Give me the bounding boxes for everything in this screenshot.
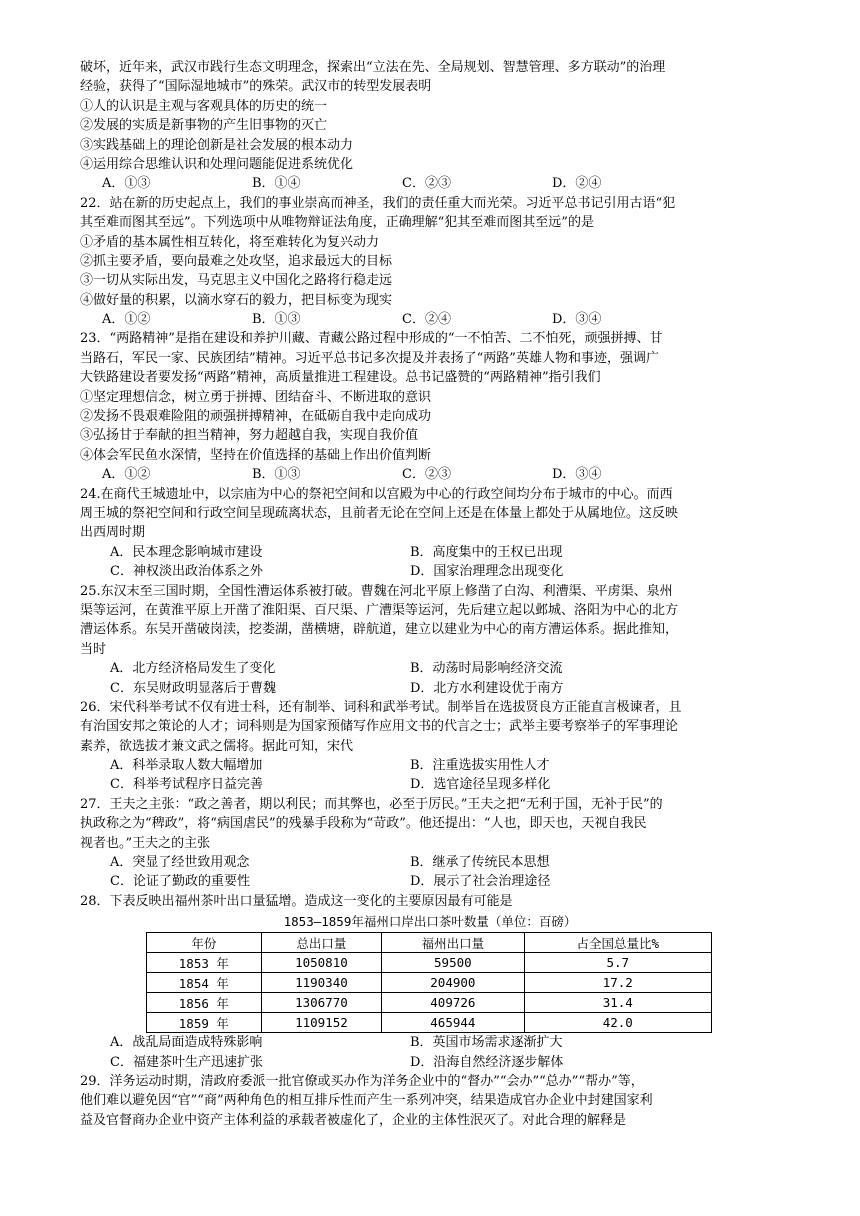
option-b[interactable]: B．动荡时局影响经济交流 bbox=[410, 661, 563, 677]
statement-item: ④做好量的积累，以滴水穿石的毅力，把目标变为现实 bbox=[80, 292, 393, 308]
option-a[interactable]: A．民本理念影响城市建设 bbox=[110, 544, 263, 560]
option-b[interactable]: B．①③ bbox=[252, 467, 301, 483]
answer-options-row bbox=[80, 872, 780, 891]
table-cell: 1306770 bbox=[261, 993, 381, 1013]
stem-line: 素养，欲选拔才兼文武之儒将。据此可知，宋代 bbox=[80, 738, 354, 754]
column-header: 占全国总量比% bbox=[524, 933, 711, 953]
stem-line: 23．“两路精神”是指在建设和养护川藏、青藏公路过程中形成的“一不怕苦、二不怕死，顽强拼搏、甘 bbox=[80, 331, 663, 347]
stem-line: 出西周时期 bbox=[80, 525, 146, 541]
option-d[interactable]: D．展示了社会治理途径 bbox=[410, 874, 551, 890]
answer-options-row bbox=[80, 543, 780, 562]
answer-options bbox=[80, 174, 780, 193]
answer-options-row bbox=[80, 756, 780, 775]
stem-line: 有治国安邦之策论的人才；词科则是为国家预储写作应用文书的代言之士；武举主要考察举子的军事理论 bbox=[80, 719, 679, 735]
answer-options-row bbox=[80, 679, 780, 698]
statement-item: ③弘扬甘于奉献的担当精神，努力超越自我，实现自我价值 bbox=[80, 428, 419, 444]
option-a[interactable]: A．突显了经世致用观念 bbox=[110, 855, 250, 871]
stem-line: 漕运体系。东吴开凿破岗渎，挖娄湖，凿横塘，辟航道，建立以建业为中心的南方漕运体系。据此推知， bbox=[80, 622, 679, 638]
question-26 bbox=[80, 698, 780, 795]
option-d[interactable]: D．选官途径呈现多样化 bbox=[410, 777, 551, 793]
statement-item: ②发展的实质是新事物的产生旧事物的灭亡 bbox=[80, 118, 328, 134]
table-header-row bbox=[147, 933, 712, 953]
option-b[interactable]: B．注重选拔实用性人才 bbox=[410, 758, 550, 774]
option-c[interactable]: C．②④ bbox=[402, 312, 451, 328]
table-cell: 1190340 bbox=[261, 973, 381, 993]
option-b[interactable]: B．高度集中的王权已出现 bbox=[410, 544, 563, 560]
option-c[interactable]: C．东吴财政明显落后于曹魏 bbox=[110, 680, 276, 696]
statement-item: ②抓主要矛盾，要向最难之处攻坚，追求最远大的目标 bbox=[80, 253, 393, 269]
question-23 bbox=[80, 329, 780, 484]
stem-line: 27．王夫之主张：“政之善者，期以利民；而其弊也，必至于厉民。”王夫之把“无利于国，无补于民”的 bbox=[80, 796, 663, 812]
stem-line: 渠等运河，在黄淮平原上开凿了淮阳渠、百尺渠、广漕渠等运河，先后建立起以邺城、洛阳为中心的北方 bbox=[80, 602, 679, 618]
answer-options-row bbox=[80, 1033, 780, 1052]
table-cell: 1859 年 bbox=[147, 1013, 262, 1033]
table-cell: 59500 bbox=[382, 953, 524, 973]
stem-line: 他们难以避免因“官”“商”两种角色的相互排斥性而产生一系列冲突，结果造成官办企业中封建国家利 bbox=[80, 1093, 653, 1109]
table-cell: 204900 bbox=[382, 973, 524, 993]
table-row bbox=[147, 993, 712, 1013]
statement-item: ②发扬不畏艰难险阻的顽强拼搏精神，在砥砺自我中走向成功 bbox=[80, 409, 432, 425]
answer-options-row bbox=[80, 1053, 780, 1072]
answer-options bbox=[80, 465, 780, 484]
column-header: 总出口量 bbox=[261, 933, 381, 953]
stem-line: 当路石，军民一家、民族团结”精神。习近平总书记多次提及并表扬了“两路”英雄人物和事迹，强调广 bbox=[80, 350, 659, 366]
stem-line: 22．站在新的历史起点上，我们的事业崇高而神圣，我们的责任重大而光荣。习近平总书记引用古语“犯 bbox=[80, 195, 676, 211]
statement-item: ③实践基础上的理论创新是社会发展的根本动力 bbox=[80, 137, 354, 153]
statement-item: ④运用综合思维认识和处理问题能促进系统优化 bbox=[80, 156, 354, 172]
stem-line: 28．下表反映出福州茶叶出口量猛增。造成这一变化的主要原因最有可能是 bbox=[80, 893, 513, 909]
table-row bbox=[147, 1013, 712, 1033]
option-d[interactable]: D．国家治理理念出现变化 bbox=[410, 564, 564, 580]
exam-page bbox=[80, 58, 780, 1130]
option-c[interactable]: C．福建茶叶生产迅速扩张 bbox=[110, 1054, 263, 1070]
option-a[interactable]: A．战乱局面造成特殊影响 bbox=[110, 1035, 263, 1051]
answer-options-row bbox=[80, 853, 780, 872]
option-b[interactable]: B．英国市场需求逐渐扩大 bbox=[410, 1035, 563, 1051]
table-cell: 31.4 bbox=[524, 993, 711, 1013]
table-caption: 1853—1859年福州口岸出口茶叶数量（单位：百磅） bbox=[283, 914, 577, 930]
stem-line: 经验，获得了“国际湿地城市”的殊荣。武汉市的转型发展表明 bbox=[80, 79, 432, 95]
question-24 bbox=[80, 485, 780, 582]
table-cell: 1854 年 bbox=[147, 973, 262, 993]
question-29 bbox=[80, 1072, 780, 1130]
table-row bbox=[147, 973, 712, 993]
statement-item: ③一切从实际出发，马克思主义中国化之路将行稳走远 bbox=[80, 273, 393, 289]
option-d[interactable]: D．北方水利建设优于南方 bbox=[410, 680, 564, 696]
stem-line: 当时 bbox=[80, 641, 107, 657]
stem-line: 其至难而图其至远”。下列选项中从唯物辩证法角度，正确理解“犯其至难而图其至远”的是 bbox=[80, 215, 594, 231]
table-cell: 17.2 bbox=[524, 973, 711, 993]
table-cell: 42.0 bbox=[524, 1013, 711, 1033]
stem-line: 益及官督商办企业中资产主体利益的承载者被虚化了，企业的主体性泯灭了。对此合理的解释是 bbox=[80, 1112, 627, 1128]
table-cell: 465944 bbox=[382, 1013, 524, 1033]
table-cell: 1856 年 bbox=[147, 993, 262, 1013]
option-d[interactable]: D．②④ bbox=[552, 176, 602, 192]
stem-line: 24.在商代王城遗址中，以宗庙为中心的祭祀空间和以宫殿为中心的行政空间均分布于城市的中心。而西 bbox=[80, 486, 673, 502]
answer-options-row bbox=[80, 659, 780, 678]
stem-line: 26．宋代科举考试不仅有进士科，还有制举、词科和武举考试。制举旨在选拔贤良方正能直言极谏者，且 bbox=[80, 699, 682, 715]
question-25 bbox=[80, 582, 780, 698]
option-b[interactable]: B．①③ bbox=[252, 312, 301, 328]
statement-item: ①矛盾的基本属性相互转化，将至难转化为复兴动力 bbox=[80, 234, 380, 250]
table-row bbox=[147, 953, 712, 973]
option-c[interactable]: C．论证了勤政的重要性 bbox=[110, 874, 250, 890]
stem-line: 执政称之为“稗政”，将“病国虐民”的残暴手段称为“苛政”。他还提出：“人也，即天也，天视自我民 bbox=[80, 816, 647, 832]
option-d[interactable]: D．③④ bbox=[552, 312, 602, 328]
column-header: 福州出口量 bbox=[382, 933, 524, 953]
stem-line: 25.东汉末至三国时期，全国性漕运体系被打破。曹魏在河北平原上修凿了白沟、利漕渠、平虏渠、泉州 bbox=[80, 583, 673, 599]
answer-options-row bbox=[80, 562, 780, 581]
table-cell: 5.7 bbox=[524, 953, 711, 973]
table-cell: 1050810 bbox=[261, 953, 381, 973]
stem-line: 破坏，近年来，武汉市践行生态文明理念，探索出“立法在先、全局规划、智慧管理、多方联动”的治理 bbox=[80, 60, 666, 75]
answer-options-row bbox=[80, 775, 780, 794]
option-c[interactable]: C．②③ bbox=[402, 467, 451, 483]
statement-item: ①坚定理想信念，树立勇于拼搏、团结奋斗、不断进取的意识 bbox=[80, 389, 432, 405]
question-28 bbox=[80, 892, 780, 1072]
option-a[interactable]: A．北方经济格局发生了变化 bbox=[110, 661, 276, 677]
option-b[interactable]: B．①④ bbox=[252, 176, 301, 192]
stem-line: 29．洋务运动时期，清政府委派一批官僚或买办作为洋务企业中的“督办”“会办”“总办”“帮办”等， bbox=[80, 1073, 644, 1089]
statement-item: ④体会军民鱼水深情，坚持在价值选择的基础上作出价值判断 bbox=[80, 447, 432, 463]
option-a[interactable]: A．①② bbox=[102, 467, 151, 483]
statement-item: ①人的认识是主观与客观具体的历史的统一 bbox=[80, 98, 328, 114]
option-c[interactable]: C．神权淡出政治体系之外 bbox=[110, 564, 263, 580]
stem-line: 大铁路建设者要发扬“两路”精神，高质量推进工程建设。总书记盛赞的“两路精神”指引我们 bbox=[80, 370, 601, 386]
question-22 bbox=[80, 194, 780, 330]
table-cell: 1853 年 bbox=[147, 953, 262, 973]
option-d[interactable]: D．沿海自然经济逐步解体 bbox=[410, 1054, 564, 1070]
table-cell: 1109152 bbox=[261, 1013, 381, 1033]
option-c[interactable]: C．科举考试程序日益完善 bbox=[110, 777, 263, 793]
option-d[interactable]: D．③④ bbox=[552, 467, 602, 483]
option-b[interactable]: B．继承了传统民本思想 bbox=[410, 855, 550, 871]
option-c[interactable]: C．②③ bbox=[402, 176, 451, 192]
question-27 bbox=[80, 795, 780, 892]
option-a[interactable]: A．科举录取人数大幅增加 bbox=[110, 758, 263, 774]
tea-export-table bbox=[146, 932, 712, 1033]
option-a[interactable]: A．①② bbox=[102, 312, 151, 328]
column-header: 年份 bbox=[147, 933, 262, 953]
stem-line: 周王城的祭祀空间和行政空间呈现疏离状态，且前者无论在空间上还是在体量上都处于从属地位。这反映 bbox=[80, 505, 679, 521]
option-a[interactable]: A．①③ bbox=[102, 176, 151, 192]
stem-line: 视者也。”王夫之的主张 bbox=[80, 835, 211, 851]
table-cell: 409726 bbox=[382, 993, 524, 1013]
question-21-continued bbox=[80, 58, 780, 194]
answer-options bbox=[80, 310, 780, 329]
